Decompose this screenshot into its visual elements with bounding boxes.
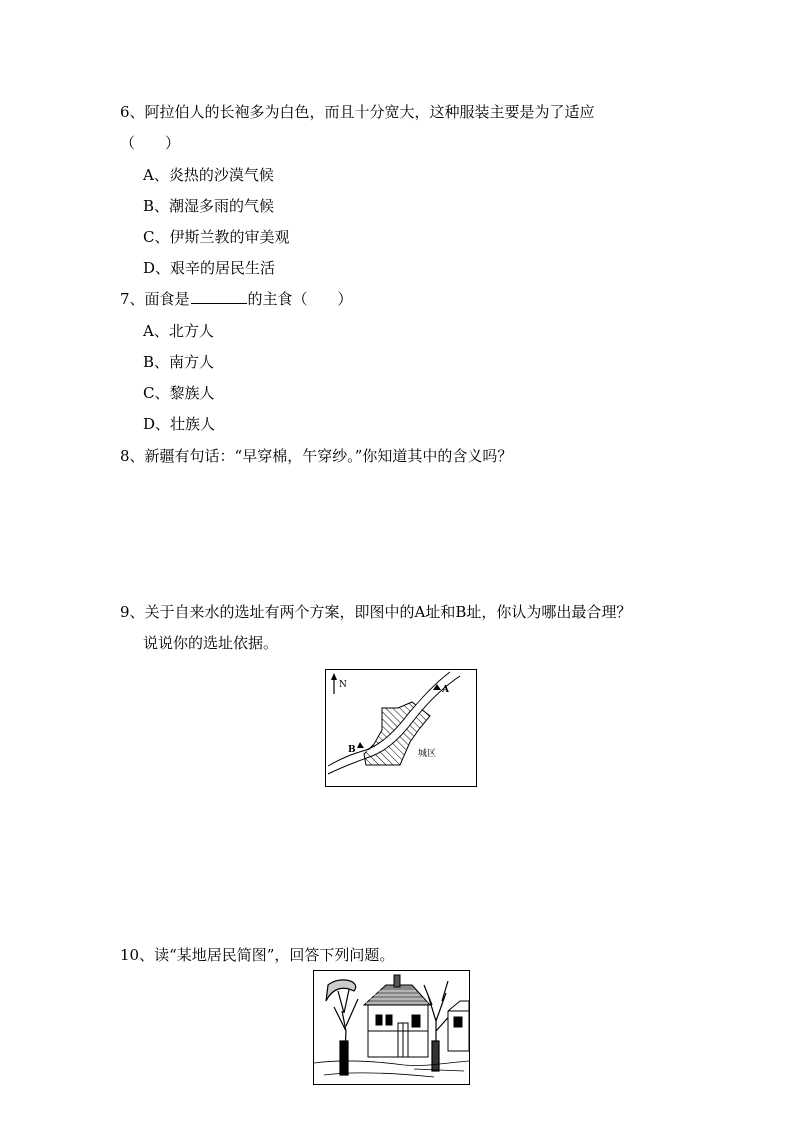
q7-stem-before: 7、面食是 [120, 290, 190, 308]
north-label: N [339, 680, 347, 690]
site-a-label: A [442, 685, 449, 695]
q10-residence-illustration [313, 970, 470, 1085]
side-building-icon [448, 1001, 469, 1051]
site-b-label: B [348, 745, 356, 755]
q9-stem-line1: 9、关于自来水的选址有两个方案，即图中的A址和B址，你认为哪出最合理？ [120, 603, 632, 621]
ground [314, 1061, 469, 1077]
q7-option-c: C、黎族人 [143, 384, 215, 402]
q6-option-b: B、潮湿多雨的气候 [143, 197, 275, 215]
q6-option-c: C、伊斯兰教的审美观 [143, 228, 290, 246]
q7-option-b: B、南方人 [143, 353, 215, 371]
house-icon [364, 975, 430, 1057]
q7-fill-blank [191, 289, 247, 304]
q9-site-map [325, 669, 477, 787]
site-b-marker [357, 742, 364, 748]
residence-sketch-svg [314, 971, 469, 1084]
city-label: 城区 [418, 749, 437, 759]
q9-site-map-svg [326, 670, 476, 786]
q6-option-a: A、炎热的沙漠气候 [143, 166, 274, 184]
q6-option-d: D、艰辛的居民生活 [143, 259, 276, 277]
q7-option-d: D、壮族人 [143, 415, 216, 433]
q6-stem: 6、阿拉伯人的长袍多为白色，而且十分宽大，这种服装主要是为了适应 [120, 103, 595, 121]
q8-stem: 8、新疆有句话：“早穿棉，午穿纱。”你知道其中的含义吗？ [120, 447, 513, 465]
q7-stem [120, 289, 353, 309]
q9-stem-line2: 说说你的选址依据。 [143, 634, 279, 652]
q7-option-a: A、北方人 [143, 322, 214, 340]
north-arrow-icon [331, 673, 337, 694]
q6-answer-paren: （ ） [120, 134, 181, 152]
q10-stem: 10、读“某地居民简图”，回答下列问题。 [120, 946, 395, 964]
q7-stem-after: 的主食（ ） [247, 290, 353, 308]
